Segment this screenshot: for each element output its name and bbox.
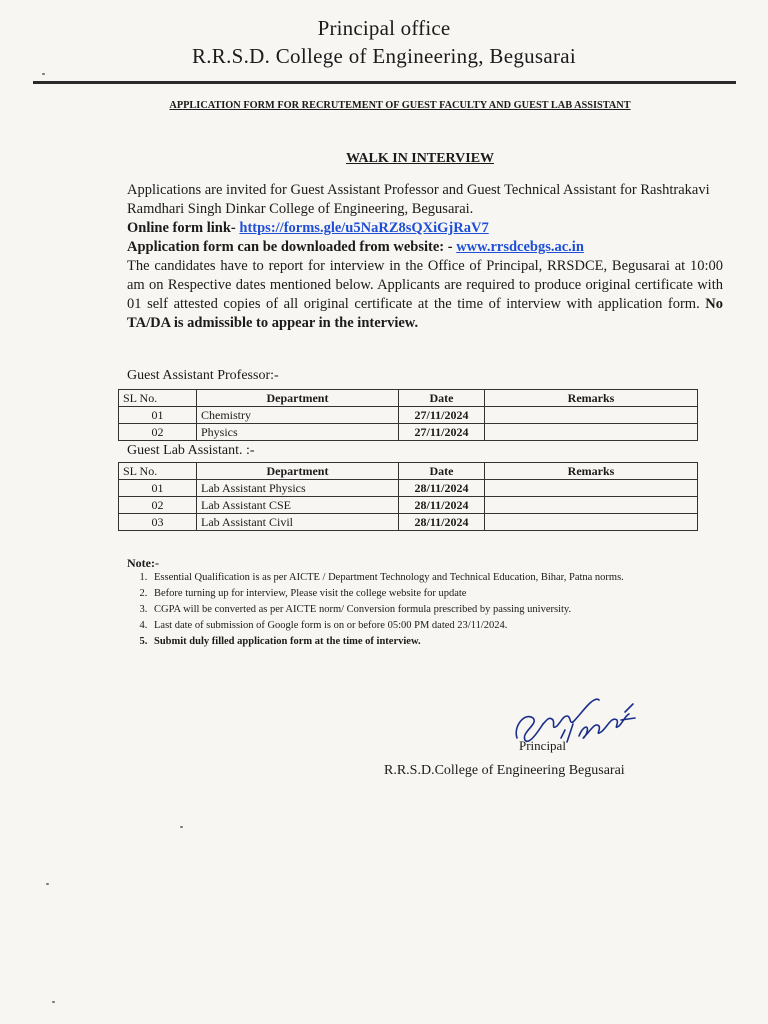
signature-college: R.R.S.D.College of Engineering Begusarai xyxy=(384,763,625,778)
table-header-row xyxy=(119,390,698,407)
department-header: Department xyxy=(197,390,399,407)
lab-table xyxy=(118,462,698,531)
no-tada-text: No TA/DA is admissible to appear in the interview. xyxy=(127,296,724,331)
report-text: The candidates have to report for interview in the Office of Principal, RRSDCE, Begusarai at 10:00 am on Respective dates mentioned below. Applicants are required to produce original certificate with 01 self attested copies of all original certificate at the time of interview with application form. xyxy=(127,258,723,312)
date-cell: 27/11/2024 xyxy=(399,424,485,441)
notes-list xyxy=(128,570,750,650)
table-header-row xyxy=(119,463,698,480)
remarks-cell xyxy=(485,497,698,514)
remarks-cell xyxy=(485,480,698,497)
table-row xyxy=(119,514,698,531)
date-header: Date xyxy=(399,390,485,407)
professor-section-title: Guest Assistant Professor:- xyxy=(127,368,279,383)
lab-section-title: Guest Lab Assistant. :- xyxy=(127,443,255,458)
note-item: 3. CGPA will be converted as per AICTE norm/ Conversion formula prescribed by passing university. xyxy=(150,602,750,618)
scan-speck xyxy=(180,826,183,828)
notes-heading: Note:- xyxy=(127,556,159,570)
college-heading: R.R.S.D. College of Engineering, Begusarai xyxy=(191,44,577,68)
scan-speck xyxy=(52,1001,55,1003)
date-header: Date xyxy=(399,463,485,480)
department-cell: Lab Assistant Physics xyxy=(197,480,399,497)
scan-speck xyxy=(46,883,49,885)
sl-header: SL No. xyxy=(119,463,197,480)
online-form-line xyxy=(127,219,723,238)
note-item: 2. Before turning up for interview, Please visit the college website for update xyxy=(150,586,750,602)
date-cell: 28/11/2024 xyxy=(399,514,485,531)
sl-cell: 02 xyxy=(119,497,197,514)
department-cell: Physics xyxy=(197,424,399,441)
date-cell: 28/11/2024 xyxy=(399,497,485,514)
online-form-link[interactable]: https://forms.gle/u5NaRZ8sQXiGjRaV7 xyxy=(239,220,489,236)
scan-speck xyxy=(42,73,45,75)
sl-cell: 02 xyxy=(119,424,197,441)
department-cell: Lab Assistant Civil xyxy=(197,514,399,531)
department-header: Department xyxy=(197,463,399,480)
download-line xyxy=(127,238,723,257)
intro-paragraph: Applications are invited for Guest Assistant Professor and Guest Technical Assistant for Rashtrakavi Ramdhari Singh Dinkar College of Engineering, Begusarai. xyxy=(127,182,710,217)
notice-body xyxy=(127,181,723,333)
professor-table xyxy=(118,389,698,441)
sl-cell: 01 xyxy=(119,480,197,497)
office-heading: Principal office xyxy=(317,16,451,40)
remarks-cell xyxy=(485,424,698,441)
table-row xyxy=(119,424,698,441)
department-cell: Lab Assistant CSE xyxy=(197,497,399,514)
table-row xyxy=(119,407,698,424)
walk-in-heading: WALK IN INTERVIEW xyxy=(345,151,495,166)
note-item: 4. Last date of submission of Google form is on or before 05:00 PM dated 23/11/2024. xyxy=(150,618,750,634)
website-link[interactable]: www.rrsdcebgs.ac.in xyxy=(456,239,584,255)
header-divider xyxy=(33,81,736,84)
report-paragraph xyxy=(127,257,723,333)
form-title: APPLICATION FORM FOR RECRUTEMENT OF GUEST FACULTY AND GUEST LAB ASSISTANT xyxy=(169,100,631,111)
date-cell: 27/11/2024 xyxy=(399,407,485,424)
remarks-cell xyxy=(485,407,698,424)
remarks-cell xyxy=(485,514,698,531)
note-item-bold: 5. Submit duly filled application form at the time of interview. xyxy=(150,634,750,650)
sl-cell: 03 xyxy=(119,514,197,531)
remarks-header: Remarks xyxy=(485,390,698,407)
principal-title: Principal xyxy=(519,738,566,753)
download-label: Application form can be downloaded from website: - xyxy=(127,239,453,255)
sl-header: SL No. xyxy=(119,390,197,407)
date-cell: 28/11/2024 xyxy=(399,480,485,497)
department-cell: Chemistry xyxy=(197,407,399,424)
note-item: 1. Essential Qualification is as per AICTE / Department Technology and Technical Education, Bihar, Patna norms. xyxy=(150,570,750,586)
remarks-header: Remarks xyxy=(485,463,698,480)
online-form-label: Online form link- xyxy=(127,220,236,236)
sl-cell: 01 xyxy=(119,407,197,424)
table-row xyxy=(119,497,698,514)
table-row xyxy=(119,480,698,497)
